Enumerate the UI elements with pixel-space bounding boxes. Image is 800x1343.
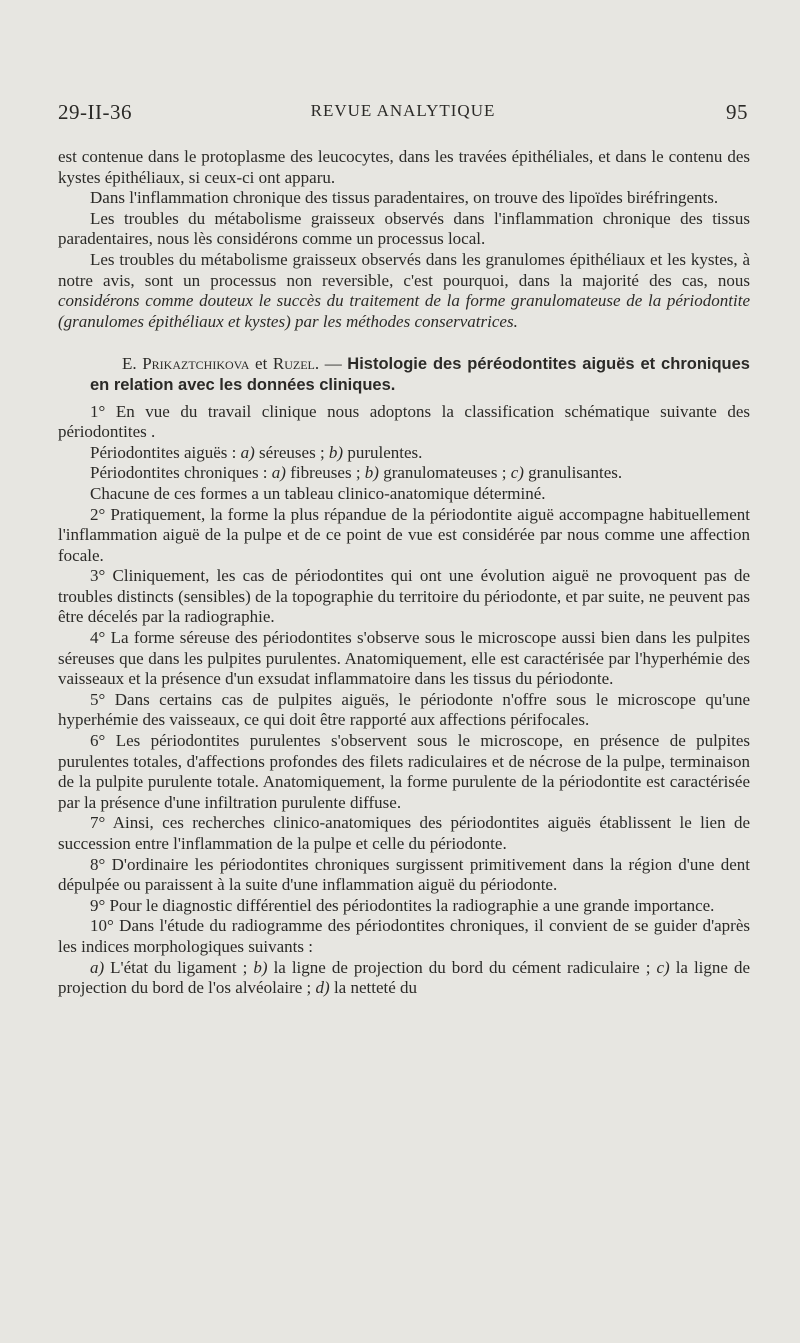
item-7: 7° Ainsi, ces recherches clinico-anatomiques des périodontites aiguës établissent le lien de succession entre l'inflammation de la pulpe et celle du périodonte. [58, 813, 750, 853]
body-text [58, 147, 750, 999]
item-text: granulomateuses ; [378, 463, 511, 483]
item-3: 3° Cliniquement, les cas de périodontites qui ont une évolution aiguë ne provoquent pas de troubles distincts (sensibles) de la topographie du territoire du périodonte, et par suite, ne peuvent pas être décelés par la radiographie. [58, 566, 750, 627]
item-letter: a) [240, 442, 255, 462]
item-letter: a) [90, 957, 105, 977]
conclusion-italic: considérons comme douteux le succès du traitement de la forme granulomateuse de la périodontite (granulomes épithéliaux et kystes) par les méthodes conservatrices. [58, 291, 750, 331]
article-heading [58, 354, 750, 395]
item-letter: c) [510, 463, 524, 483]
item-text: fibreuses ; [285, 463, 365, 483]
header-title: REVUE ANALYTIQUE [310, 101, 496, 120]
item-letter: a) [271, 463, 286, 483]
item-11 [58, 958, 750, 999]
author-conj: et [249, 354, 273, 374]
item-6: 6° Les périodontites purulentes s'observent sous le microscope, en présence de pulpites purulentes totales, d'affections profondes des filets radiculaires et de nécrose de la pulpe, terminaison de la pulpite purulente totale. Anatomiquement, la forme purulente de la périodontite est caractérisée par la présence d'une infiltration purulente diffuse. [58, 731, 750, 812]
running-header [58, 100, 748, 128]
item-2: 2° Pratiquement, la forme la plus répandue de la périodontite aiguë accompagne habituellement l'inflammation aiguë de la pulpe et de ce point de vue est considérée par nous comme une affection focale. [58, 504, 750, 565]
item-5: 5° Dans certains cas de pulpites aiguës, le périodonte n'offre sous le microscope qu'une hyperhémie des vaisseaux, ce qui doit être rapporté aux affections périfocales. [58, 689, 750, 730]
item-1-acute [58, 443, 750, 464]
item-text: Périodontites aiguës : [90, 442, 241, 462]
header-date: 29-II-36 [58, 100, 132, 124]
item-1: 1° En vue du travail clinique nous adoptons la classification schématique suivante des périodontites . [58, 401, 750, 442]
item-text: la ligne de projection du bord du cément radiculaire ; [267, 957, 657, 977]
item-text: la ligne de projection du bord de l'os alvéolaire ; [58, 957, 751, 998]
item-4: 4° La forme séreuse des périodontites s'observe sous le microscope aussi bien dans les pulpites séreuses que dans les pulpites purulentes. Anatomiquement, elle est caractérisée par l'hyperhémie des vaisseaux et la présence d'un exsudat inflammatoire dans les tissus du périodonte. [58, 628, 750, 689]
item-letter: c) [656, 957, 670, 977]
item-letter: b) [364, 463, 379, 483]
item-1-chronic [58, 463, 750, 484]
paragraph: Les troubles du métabolisme graisseux observés dans l'inflammation chronique des tissus paradentaires, nous lès considérons comme un processus local. [58, 208, 750, 249]
item-8: 8° D'ordinaire les périodontites chroniques surgissent primitivement dans la région d'une dent dépulpée ou paraissent à la suite d'une inflammation aiguë du périodonte. [58, 854, 750, 895]
item-9: 9° Pour le diagnostic différentiel des périodontites la radiographie a une grande importance. [90, 895, 715, 915]
item-1-note: Chacune de ces formes a un tableau clinico-anatomique déterminé. [90, 483, 546, 503]
author-name: Prikaztchikova [142, 354, 250, 374]
item-text: L'état du ligament ; [104, 957, 254, 977]
item-text: granulisantes. [523, 463, 623, 483]
title-dash: . — [314, 354, 348, 374]
item-text: purulentes. [343, 442, 423, 462]
article-title: Histologie des péréodontites aiguës et chroniques en relation avec les données cliniques. [90, 355, 750, 394]
page-number: 95 [726, 100, 748, 124]
conclusion-text: Les troubles du métabolisme graisseux observés dans les granulomes épithéliaux et les kystes, à notre avis, sont un processus non reversible, c'est pourquoi, dans la majorité des cas, nous [58, 249, 750, 290]
item-10: 10° Dans l'étude du radiogramme des périodontites chroniques, il convient de se guider d'après les indices morphologiques suivants : [58, 916, 750, 956]
paragraph: Dans l'inflammation chronique des tissus paradentaires, on trouve des lipoïdes biréfringents. [90, 188, 719, 208]
authors-prefix: E. [122, 354, 143, 374]
paragraph-conclusion [58, 250, 750, 332]
author-name: Ruzel [272, 354, 315, 374]
item-letter: b) [253, 957, 268, 977]
item-text: la netteté du [329, 978, 418, 998]
item-text: séreuses ; [254, 442, 329, 462]
item-letter: b) [328, 442, 344, 462]
item-letter: d) [315, 978, 330, 998]
item-text: Périodontites chroniques : [90, 463, 272, 483]
paragraph: est contenue dans le protoplasme des leucocytes, dans les travées épithéliales, et dans le contenu des kystes épithéliaux, si ceux-ci ont apparu. [58, 147, 750, 187]
